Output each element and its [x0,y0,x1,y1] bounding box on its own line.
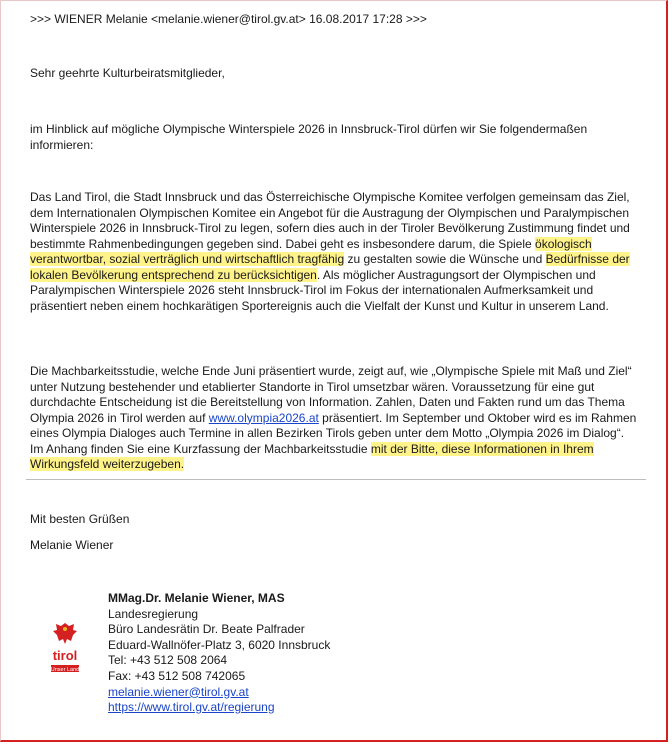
closing-line: Mit besten Grüßen [30,512,130,526]
paragraph-olympic-goal [30,190,640,314]
highlighted-text: Bedürfnisse der lokalen Bevölkerung entsprechend zu berücksichtigen [30,252,630,282]
text-segment: . Als möglicher Austragungsort der Olympischen und Paralympischen Winterspiele 2026 steht Innsbruck-Tirol im Fokus der internationalen Aufmerksamkeit und präsentiert neben einem hochkarätigen Sportereignis auch die Vielfalt der Kunst und Kultur in unserem Land. [30,267,609,313]
salutation: Sehr geehrte Kulturbeiratsmitglieder, [30,66,225,80]
signature-fax: Fax: +43 512 508 742065 [108,668,246,683]
tirol-logo [50,620,80,674]
email-signature [108,591,330,716]
signature-address: Eduard-Wallnöfer-Platz 3, 6020 Innsbruck [108,637,331,652]
signature-phone: Tel: +43 512 508 2064 [108,653,228,668]
svg-text:tirol: tirol [52,648,78,663]
sender-name: Melanie Wiener [30,538,114,552]
website-link[interactable]: https://www.tirol.gv.at/regierung [108,700,275,715]
text-segment: Das Land Tirol, die Stadt Innsbruck und das Österreichische Olympische Komitee verfolgen gemeinsam das Ziel, dem Internationalen Olympischen Komitee ein Angebot für die Austragung der Olympischen und Paralympischen Winterspiele 2026 in Innsbruck-Tirol zu legen, sofern dies auch in der Tiroler Bevölkerung Zustimmung findet und bestimmte Rahmenbedingungen gegeben sind. Dabei geht es insbesondere darum, die Spiele [30,190,630,251]
text-segment: präsentiert. Im September und Oktober wird es im Rahmen eines Olympia Dialoges auch Termine in allen Bezirken Tirols geben unter dem Motto „Olympia 2026 im Dialog“. Im Anhang finden Sie eine Kurzfassung der Machbarkeitsstudie [30,410,637,456]
highlighted-text: mit der Bitte, diese Informationen in Ihrem Wirkungsfeld weiterzugeben. [30,441,594,471]
signature-line: Büro Landesrätin Dr. Beate Palfrader [108,622,305,637]
paragraph-intro: im Hinblick auf mögliche Olympische Winterspiele 2026 in Innsbruck-Tirol dürfen wir Sie folgendermaßen informieren: [30,122,588,152]
signature-line: Landesregierung [108,606,199,621]
signature-name: MMag.Dr. Melanie Wiener, MAS [108,591,285,605]
email-link[interactable]: melanie.wiener@tirol.gv.at [108,684,249,699]
svg-text:Unser Land: Unser Land [50,667,80,673]
divider [26,479,646,480]
paragraph-feasibility-study [30,364,640,473]
email-header-line: >>> WIENER Melanie <melanie.wiener@tirol.gv.at> 16.08.2017 17:28 >>> [30,12,427,26]
text-segment: zu gestalten sowie die Wünsche und [344,252,546,266]
highlighted-text: ökologisch verantwortbar, sozial verträglich und wirtschaftlich tragfähig [30,236,592,266]
text-segment: Die Machbarkeitsstudie, welche Ende Juni präsentiert wurde, zeigt auf, wie „Olympische Spiele mit Maß und Ziel“ unter Nutzung bestehender und etablierter Standorte in Tirol umsetzbar wären. Voraussetzung für eine gut durchdachte Entscheidung ist die Bereitstellung von Information. Zahlen, Daten und Fakten rund um das Thema Olympia 2026 in Tirol werden auf [30,364,632,425]
olympia-website-link[interactable]: www.olympia2026.at [208,410,319,425]
